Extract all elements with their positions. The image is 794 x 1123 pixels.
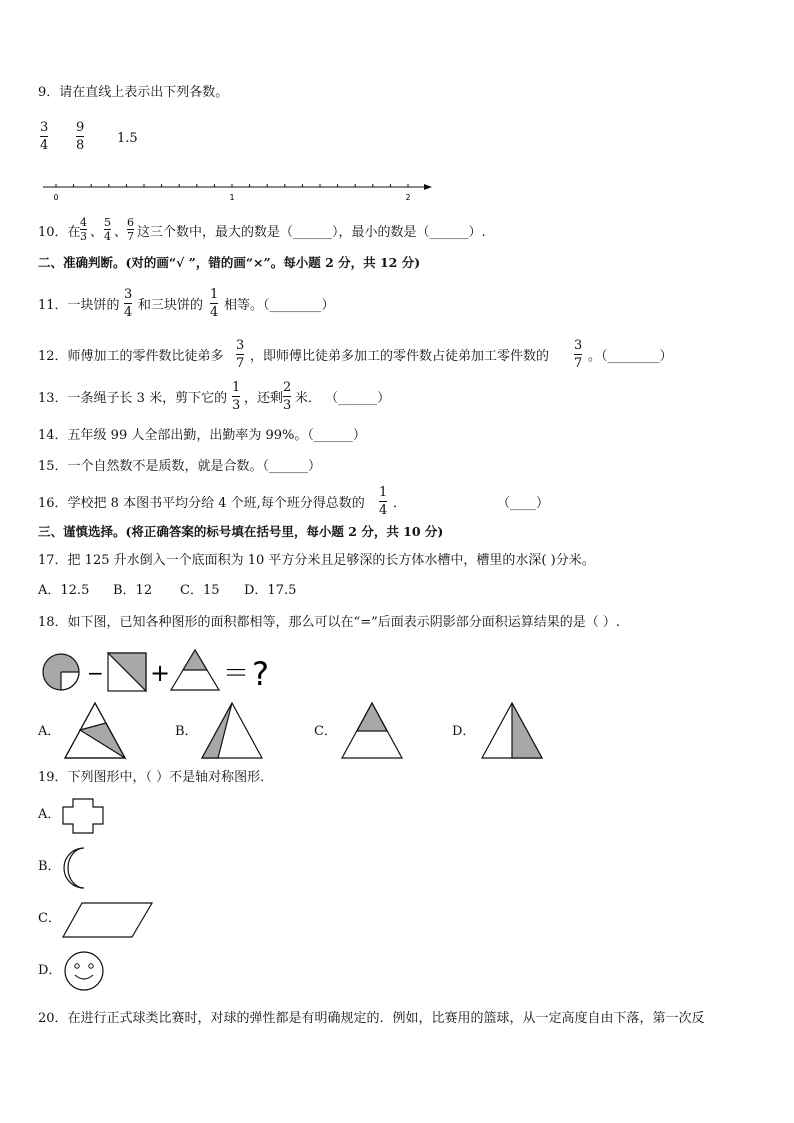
q9-stem: 9．请在直线上表示出下列各数。 <box>38 85 229 100</box>
q19-option-c-label[interactable]: C． <box>38 911 61 926</box>
q10-sep-2: 、 <box>114 225 128 240</box>
q18-option-d-label[interactable]: D． <box>452 724 476 739</box>
minus-sign: − <box>87 661 104 685</box>
q19-cross-shape[interactable] <box>62 798 104 834</box>
q11-fraction-1: 3 4 <box>124 287 133 320</box>
q11-text-c: 相等。（________） <box>224 298 335 313</box>
q17-option-a[interactable]: A．12.5 <box>38 583 90 598</box>
q18-option-a-figure[interactable] <box>63 701 127 759</box>
triangle-top-figure <box>171 650 219 690</box>
q17-stem: 17．把 125 升水倒入一个底面积为 10 平方分米且足够深的长方体水槽中，槽里的水深( )分米。 <box>38 553 595 568</box>
q19-smiley-shape[interactable] <box>63 950 105 992</box>
q18-option-d-figure[interactable] <box>480 701 544 759</box>
question-mark: ? <box>252 655 269 693</box>
q10-suffix: 这三个数中，最大的数是（______），最小的数是（______）. <box>137 225 486 240</box>
q12-fraction-2: 3 7 <box>574 338 583 371</box>
number-line <box>40 178 440 208</box>
q13-text-a: 13．一条绳子长 3 米，剪下它的 <box>38 391 228 406</box>
q13-text-c: 米． （______） <box>295 391 391 406</box>
q16-text-a: 16．学校把 8 本图书平均分给 4 个班,每个班分得总数的 <box>38 496 365 511</box>
q10-sep-1: 、 <box>90 225 104 240</box>
q12-fraction-1: 3 7 <box>236 338 245 371</box>
q10-fraction-1: 4 3 <box>80 216 87 243</box>
q16-text-b: ． <box>393 496 407 511</box>
square-triangle-figure <box>108 653 146 691</box>
q11-text-b: 和三块饼的 <box>138 298 204 313</box>
q18-option-a-label[interactable]: A． <box>38 724 61 739</box>
q15-text: 15．一个自然数不是质数，就是合数。（______） <box>38 459 322 474</box>
q19-option-d-label[interactable]: D． <box>38 963 62 978</box>
q20-text: 20．在进行正式球类比赛时，对球的弹性都是有明确规定的．例如，比赛用的篮球，从一定高度自由下落，第一次反 <box>38 1011 705 1026</box>
number-line-tick-label: 1 <box>229 193 235 202</box>
q19-stem: 19．下列图形中，（ ）不是轴对称图形． <box>38 770 274 785</box>
equals-sign: ＝ <box>223 659 250 689</box>
q18-option-b-figure[interactable] <box>200 701 264 759</box>
q9-decimal: 1.5 <box>117 131 138 146</box>
section-2-heading: 二、准确判断。(对的画“√ ”，错的画“×”。每小题 2 分，共 12 分) <box>38 255 421 270</box>
q13-fraction-1: 1 3 <box>232 380 241 413</box>
q14-text: 14．五年级 99 人全部出勤，出勤率为 99%。（______） <box>38 428 366 443</box>
q18-option-b-label[interactable]: B． <box>175 724 198 739</box>
number-line-tick-label: 2 <box>405 193 411 202</box>
q12-text-b: ，即师傅比徒弟多加工的零件数占徒弟加工零件数的 <box>250 349 550 364</box>
q11-text-a: 11．一块饼的 <box>38 298 120 313</box>
q17-option-b[interactable]: B．12 <box>113 583 153 598</box>
section-3-heading: 三、谨慎选择。(将正确答案的标号填在括号里，每小题 2 分，共 10 分) <box>38 524 444 539</box>
q16-blank: （____） <box>497 496 550 511</box>
circle-quarter-figure <box>43 654 79 690</box>
q13-text-b: ，还剩 <box>244 391 284 406</box>
q18-equation-figure <box>40 648 290 698</box>
q19-option-a-label[interactable]: A． <box>38 807 61 822</box>
q12-text-c: 。（________） <box>588 349 673 364</box>
number-line-tick-label: 0 <box>53 193 59 202</box>
q10-fraction-2: 5 4 <box>104 216 111 243</box>
q19-option-b-label[interactable]: B． <box>38 859 61 874</box>
q13-fraction-2: 2 3 <box>283 380 292 413</box>
q18-option-c-label[interactable]: C． <box>314 724 337 739</box>
q19-crescent-shape[interactable] <box>62 847 94 889</box>
q10-fraction-3: 6 7 <box>127 216 134 243</box>
q17-option-c[interactable]: C．15 <box>180 583 220 598</box>
q12-text-a: 12．师傅加工的零件数比徒弟多 <box>38 349 224 364</box>
q9-fraction-2: 9 8 <box>76 120 85 153</box>
q10-prefix: 10．在 <box>38 225 81 240</box>
q18-stem: 18．如下图，已知各种图形的面积都相等，那么可以在“=”后面表示阴影部分面积运算结果的是（ ）. <box>38 615 620 630</box>
number-line-arrow <box>424 184 432 190</box>
q17-option-d[interactable]: D．17.5 <box>244 583 297 598</box>
q11-fraction-2: 1 4 <box>210 287 219 320</box>
q16-fraction: 1 4 <box>379 485 388 518</box>
plus-sign: + <box>150 659 171 687</box>
q19-parallelogram-shape[interactable] <box>62 902 154 938</box>
q9-fraction-1: 3 4 <box>40 120 49 153</box>
q18-option-c-figure[interactable] <box>340 701 404 759</box>
